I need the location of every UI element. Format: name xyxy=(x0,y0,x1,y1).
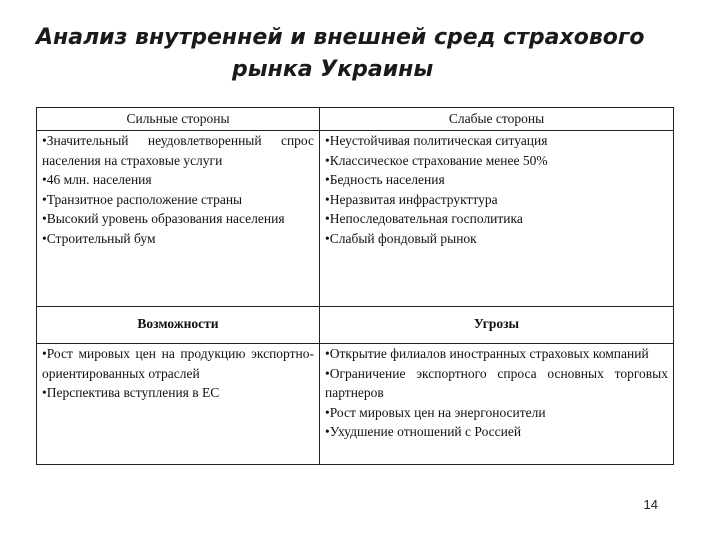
list-item-text: Перспектива вступления в ЕС xyxy=(46,385,220,400)
strengths-list xyxy=(42,131,314,248)
bullet-icon: • xyxy=(42,133,47,148)
bullet-icon: • xyxy=(42,211,47,226)
list-item xyxy=(325,364,668,403)
list-item-text: Значительный неудовлетворенный спрос населения на страховые услуги xyxy=(42,133,314,168)
bullet-icon: • xyxy=(42,385,47,400)
slide-title xyxy=(0,22,720,86)
bullet-icon: • xyxy=(325,404,330,420)
bullet-icon: • xyxy=(42,346,47,361)
list-item xyxy=(325,131,668,151)
bullet-icon: • xyxy=(325,365,330,381)
list-item-text: Неустойчивая политическая ситуация xyxy=(329,133,548,148)
list-item xyxy=(325,170,668,190)
list-item-text: Непоследовательная госполитика xyxy=(329,211,523,226)
list-item xyxy=(42,170,314,190)
list-item xyxy=(325,151,668,171)
list-item-text: Транзитное расположение страны xyxy=(46,191,243,207)
list-item xyxy=(42,131,314,170)
page-number: 14 xyxy=(643,497,658,512)
bullet-icon: • xyxy=(42,191,47,207)
swot-header-row-top xyxy=(37,108,674,131)
list-item-text: Ухудшение отношений с Россией xyxy=(329,424,522,439)
list-item-text: 46 млн. населения xyxy=(46,172,152,187)
swot-content-row-top xyxy=(37,131,674,307)
list-item xyxy=(325,422,668,442)
list-item xyxy=(42,209,314,229)
list-item xyxy=(42,383,314,403)
list-item-text: Ограничение экспортного спроса основных торговых партнеров xyxy=(325,365,668,400)
list-item-text: Рост мировых цен на энергоносители xyxy=(329,404,546,420)
threats-cell xyxy=(320,344,674,465)
bullet-icon: • xyxy=(325,211,330,226)
opportunities-header: Возможности xyxy=(37,307,320,344)
bullet-icon: • xyxy=(42,172,47,187)
bullet-icon: • xyxy=(325,424,330,439)
list-item xyxy=(325,403,668,423)
bullet-icon: • xyxy=(325,230,330,246)
list-item-text: Классическое страхование менее 50% xyxy=(329,152,548,168)
swot-header-row-bottom xyxy=(37,307,674,344)
list-item-text: Открытие филиалов иностранных страховых компаний xyxy=(329,346,649,361)
slide-title-line-1: Анализ внутренней и внешней сред страхового xyxy=(36,25,645,50)
list-item-text: Слабый фондовый рынок xyxy=(329,230,477,246)
bullet-icon: • xyxy=(325,346,330,361)
list-item xyxy=(325,344,668,364)
list-item-text: Высокий уровень образования населения xyxy=(46,211,285,226)
swot-table xyxy=(36,107,674,465)
slide-title-line-2: рынка Украины xyxy=(232,57,434,82)
list-item-text: Неразвитая инфраструкттура xyxy=(329,191,498,207)
bullet-icon: • xyxy=(42,230,47,246)
list-item-text: Строительный бум xyxy=(46,230,156,246)
bullet-icon: • xyxy=(325,191,330,207)
swot-content-row-bottom xyxy=(37,344,674,465)
list-item xyxy=(42,229,314,249)
opportunities-cell xyxy=(37,344,320,465)
bullet-icon: • xyxy=(325,152,330,168)
threats-list xyxy=(325,344,668,442)
list-item-text: Бедность населения xyxy=(329,172,445,187)
weaknesses-cell xyxy=(320,131,674,307)
list-item xyxy=(325,229,668,249)
bullet-icon: • xyxy=(325,172,330,187)
list-item-text: Рост мировых цен на продукцию экспортно-ориентированных отраслей xyxy=(42,346,314,381)
weaknesses-list xyxy=(325,131,668,248)
bullet-icon: • xyxy=(325,133,330,148)
list-item xyxy=(42,190,314,210)
weaknesses-header: Слабые стороны xyxy=(320,108,674,131)
list-item xyxy=(42,344,314,383)
opportunities-list xyxy=(42,344,314,403)
list-item xyxy=(325,209,668,229)
threats-header: Угрозы xyxy=(320,307,674,344)
list-item xyxy=(325,190,668,210)
strengths-cell xyxy=(37,131,320,307)
strengths-header: Сильные стороны xyxy=(37,108,320,131)
